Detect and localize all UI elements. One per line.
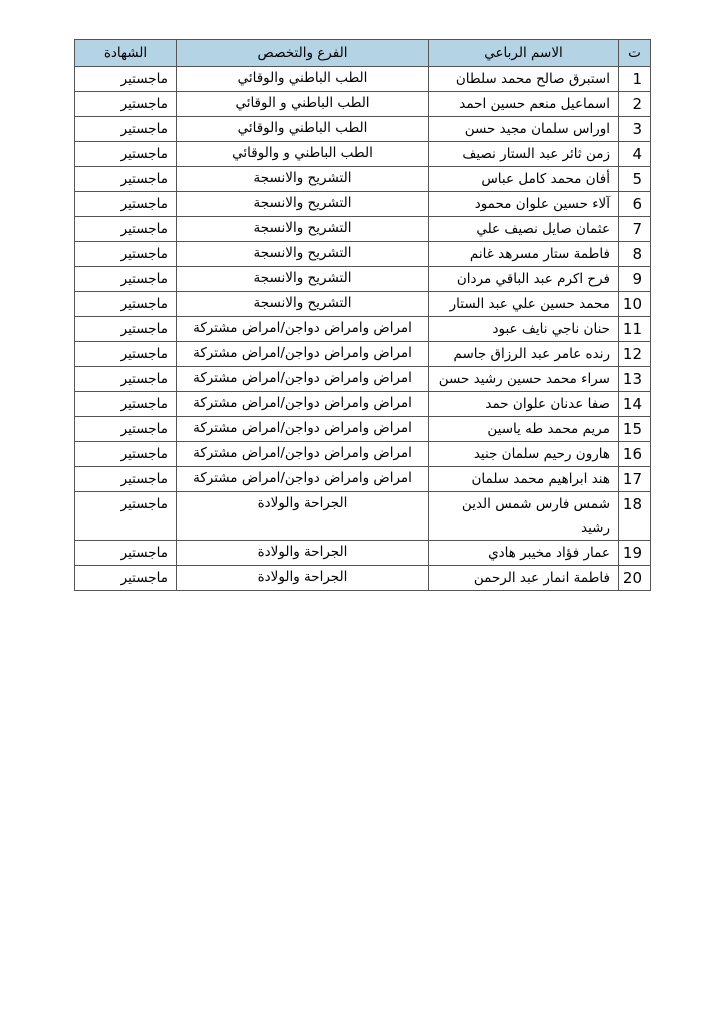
row-branch: امراض وامراض دواجن/امراض مشتركة xyxy=(177,392,429,417)
row-degree: ماجستير xyxy=(75,292,177,317)
row-branch: امراض وامراض دواجن/امراض مشتركة xyxy=(177,367,429,392)
row-number: 7 xyxy=(619,217,651,242)
row-name: شمس فارس شمس الدين رشيد xyxy=(429,492,619,541)
table-row xyxy=(75,417,651,442)
row-branch: التشريح والانسجة xyxy=(177,217,429,242)
row-name: هند ابراهيم محمد سلمان xyxy=(429,467,619,492)
row-branch: التشريح والانسجة xyxy=(177,192,429,217)
row-degree: ماجستير xyxy=(75,467,177,492)
header-num: ت xyxy=(619,40,651,67)
row-name: فرح اكرم عبد الباقي مردان xyxy=(429,267,619,292)
row-number: 10 xyxy=(619,292,651,317)
table-row xyxy=(75,67,651,92)
row-degree: ماجستير xyxy=(75,566,177,591)
row-name: زمن ثائر عبد الستار نصيف xyxy=(429,142,619,167)
table-row xyxy=(75,317,651,342)
row-number: 4 xyxy=(619,142,651,167)
row-name: سراء محمد حسين رشيد حسن xyxy=(429,367,619,392)
table-row xyxy=(75,267,651,292)
row-name: استبرق صالح محمد سلطان xyxy=(429,67,619,92)
header-branch: الفرع والتخصص xyxy=(177,40,429,67)
row-number: 2 xyxy=(619,92,651,117)
table-row xyxy=(75,242,651,267)
row-number: 6 xyxy=(619,192,651,217)
row-name: رنده عامر عبد الرزاق جاسم xyxy=(429,342,619,367)
row-branch: امراض وامراض دواجن/امراض مشتركة xyxy=(177,417,429,442)
row-name: عمار فؤاد مخيبر هادي xyxy=(429,541,619,566)
table-row xyxy=(75,217,651,242)
table-row xyxy=(75,167,651,192)
table-row xyxy=(75,467,651,492)
row-number: 16 xyxy=(619,442,651,467)
row-number: 12 xyxy=(619,342,651,367)
row-branch: امراض وامراض دواجن/امراض مشتركة xyxy=(177,317,429,342)
row-number: 3 xyxy=(619,117,651,142)
row-branch: الجراحة والولادة xyxy=(177,541,429,566)
header-name: الاسم الرباعي xyxy=(429,40,619,67)
row-branch: امراض وامراض دواجن/امراض مشتركة xyxy=(177,442,429,467)
table-row xyxy=(75,492,651,541)
row-degree: ماجستير xyxy=(75,392,177,417)
row-degree: ماجستير xyxy=(75,192,177,217)
row-branch: الجراحة والولادة xyxy=(177,492,429,541)
row-branch: الطب الباطني والوقائي xyxy=(177,67,429,92)
row-name: هارون رحيم سلمان جنيد xyxy=(429,442,619,467)
table-row xyxy=(75,292,651,317)
row-branch: الطب الباطني و والوقائي xyxy=(177,142,429,167)
row-number: 1 xyxy=(619,67,651,92)
table-row xyxy=(75,342,651,367)
row-number: 13 xyxy=(619,367,651,392)
row-number: 20 xyxy=(619,566,651,591)
row-branch: الجراحة والولادة xyxy=(177,566,429,591)
row-number: 11 xyxy=(619,317,651,342)
row-branch: التشريح والانسجة xyxy=(177,292,429,317)
row-branch: امراض وامراض دواجن/امراض مشتركة xyxy=(177,342,429,367)
row-branch: التشريح والانسجة xyxy=(177,267,429,292)
row-degree: ماجستير xyxy=(75,267,177,292)
row-number: 15 xyxy=(619,417,651,442)
table-row xyxy=(75,117,651,142)
row-branch: التشريح والانسجة xyxy=(177,167,429,192)
row-degree: ماجستير xyxy=(75,541,177,566)
row-degree: ماجستير xyxy=(75,117,177,142)
table-row xyxy=(75,192,651,217)
row-degree: ماجستير xyxy=(75,367,177,392)
row-degree: ماجستير xyxy=(75,217,177,242)
row-number: 9 xyxy=(619,267,651,292)
row-number: 18 xyxy=(619,492,651,541)
row-degree: ماجستير xyxy=(75,417,177,442)
header-row xyxy=(75,40,651,67)
table-row xyxy=(75,392,651,417)
row-degree: ماجستير xyxy=(75,242,177,267)
row-name: فاطمة انمار عبد الرحمن xyxy=(429,566,619,591)
row-number: 5 xyxy=(619,167,651,192)
row-degree: ماجستير xyxy=(75,167,177,192)
row-number: 19 xyxy=(619,541,651,566)
row-number: 17 xyxy=(619,467,651,492)
row-degree: ماجستير xyxy=(75,142,177,167)
row-name: آلاء حسين علوان محمود xyxy=(429,192,619,217)
row-name: أفان محمد كامل عباس xyxy=(429,167,619,192)
row-name: مريم محمد طه ياسين xyxy=(429,417,619,442)
row-name: حنان ناجي نايف عبود xyxy=(429,317,619,342)
table-row xyxy=(75,442,651,467)
row-degree: ماجستير xyxy=(75,317,177,342)
row-name: عثمان صايل نصيف علي xyxy=(429,217,619,242)
row-degree: ماجستير xyxy=(75,442,177,467)
table-row xyxy=(75,566,651,591)
row-degree: ماجستير xyxy=(75,492,177,541)
row-degree: ماجستير xyxy=(75,342,177,367)
row-branch: الطب الباطني والوقائي xyxy=(177,117,429,142)
row-number: 8 xyxy=(619,242,651,267)
row-number: 14 xyxy=(619,392,651,417)
table-row xyxy=(75,367,651,392)
row-branch: الطب الباطني و الوقائي xyxy=(177,92,429,117)
row-name: اوراس سلمان مجيد حسن xyxy=(429,117,619,142)
row-name: اسماعيل منعم حسين احمد xyxy=(429,92,619,117)
row-branch: التشريح والانسجة xyxy=(177,242,429,267)
row-degree: ماجستير xyxy=(75,92,177,117)
table-row xyxy=(75,541,651,566)
row-name: صفا عدنان علوان حمد xyxy=(429,392,619,417)
row-name: محمد حسين علي عبد الستار xyxy=(429,292,619,317)
row-name: فاطمة ستار مسرهد غانم xyxy=(429,242,619,267)
table-row xyxy=(75,92,651,117)
row-degree: ماجستير xyxy=(75,67,177,92)
students-table xyxy=(74,39,651,591)
table-row xyxy=(75,142,651,167)
row-branch: امراض وامراض دواجن/امراض مشتركة xyxy=(177,467,429,492)
header-degree: الشهادة xyxy=(75,40,177,67)
